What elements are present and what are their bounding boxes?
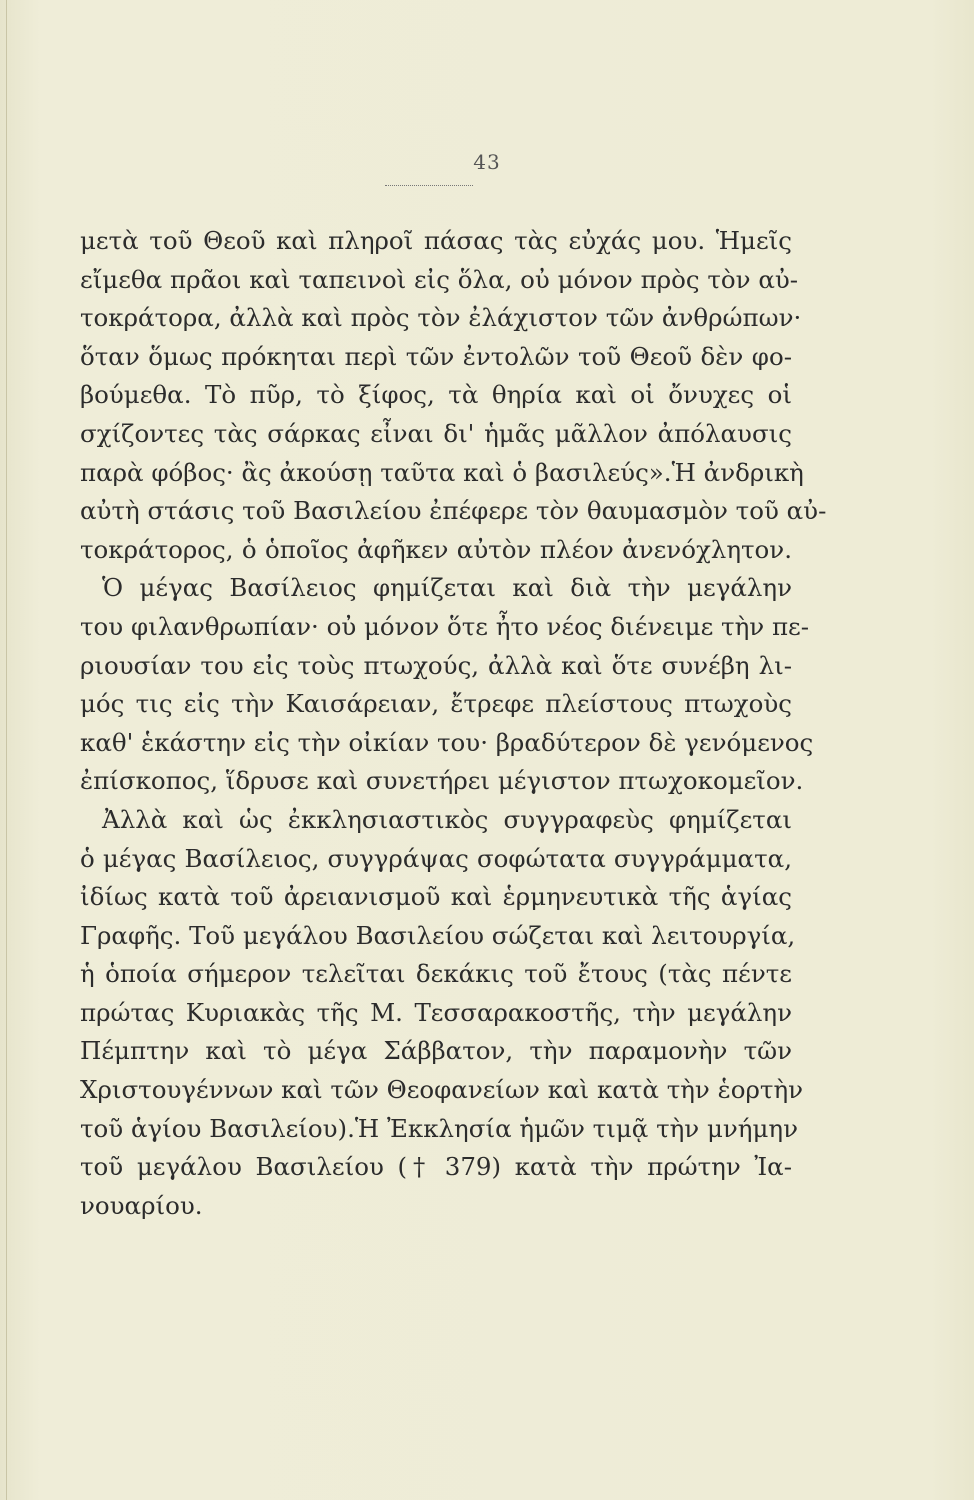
text-line: νουαρίου. — [80, 1190, 203, 1220]
text-line: αὐτὴ στάσις τοῦ Βασιλείου ἐπέφερε τὸν θαυμασμὸν τοῦ αὐ- — [80, 496, 827, 526]
text-line: ὅταν ὅμως πρόκηται περὶ τῶν ἐντολῶν τοῦ Θεοῦ δὲν φο- — [80, 341, 792, 371]
text-line: Πέμπτην καὶ τὸ μέγα Σάββατον, τὴν παραμονὴν τῶν — [80, 1036, 792, 1066]
text-line: του φιλανθρωπίαν· οὐ μόνον ὅτε ἦτο νέος διένειμε τὴν πε- — [80, 611, 810, 641]
text-line: Ὁ μέγας Βασίλειος φημίζεται καὶ διὰ τὴν μεγάλην — [102, 573, 792, 603]
text-line: τοῦ μεγάλου Βασιλείου († 379) κατὰ τὴν πρώτην Ἰα- — [80, 1152, 792, 1182]
text-line: μετὰ τοῦ Θεοῦ καὶ πληροῖ πάσας τὰς εὐχάς μου. Ἡμεῖς — [80, 226, 792, 255]
text-line: Χριστουγέννων καὶ τῶν Θεοφανείων καὶ κατὰ τὴν ἑορτὴν — [80, 1075, 804, 1105]
page-edge-line — [6, 0, 7, 1500]
text-line: Ἀλλὰ καὶ ὡς ἐκκλησιαστικὸς συγγραφεὺς φημίζεται — [102, 804, 792, 834]
page-number: 43 — [473, 150, 501, 174]
text-line: πρώτας Κυριακὰς τῆς Μ. Τεσσαρακοστῆς, τὴν μεγάλην — [80, 997, 792, 1027]
page-number-rule — [385, 185, 473, 186]
text-line: καθ' ἑκάστην εἰς τὴν οἰκίαν του· βραδύτερον δὲ γενόμενος — [80, 727, 814, 757]
text-line: παρὰ φόβος· ἂς ἀκούσῃ ταῦτα καὶ ὁ βασιλεύς».Ἡ ἀνδρικὴ — [80, 457, 804, 487]
text-line: ἐπίσκοπος, ἵδρυσε καὶ συνετήρει μέγιστον πτωχοκομεῖον. — [80, 766, 804, 796]
text-line: ὁ μέγας Βασίλειος, συγγράψας σοφώτατα συγγράμματα, — [80, 843, 792, 873]
text-line: μός τις εἰς τὴν Καισάρειαν, ἔτρεφε πλείστους πτωχοὺς — [80, 689, 792, 719]
text-line: ἡ ὁποία σήμερον τελεῖται δεκάκις τοῦ ἔτους (τὰς πέντε — [80, 959, 792, 989]
text-line: τοῦ ἁγίου Βασιλείου).Ἡ Ἐκκλησία ἡμῶν τιμᾷ τὴν μνήμην — [80, 1113, 798, 1143]
text-line: ἰδίως κατὰ τοῦ ἀρειανισμοῦ καὶ ἑρμηνευτικὰ τῆς ἁγίας — [80, 882, 792, 912]
text-line: βούμεθα. Τὸ πῦρ, τὸ ξίφος, τὰ θηρία καὶ οἱ ὄνυχες οἱ — [80, 380, 792, 410]
text-line: τοκράτορα, ἀλλὰ καὶ πρὸς τὸν ἐλάχιστον τῶν ἀνθρώπων· — [80, 303, 802, 333]
text-line: τοκράτορος, ὁ ὁποῖος ἀφῆκεν αὐτὸν πλέον ἀνενόχλητον. — [80, 534, 792, 564]
text-line: σχίζοντες τὰς σάρκας εἶναι δι' ἡμᾶς μᾶλλον ἀπόλαυσις — [80, 418, 792, 448]
text-line: Γραφῆς. Τοῦ μεγάλου Βασιλείου σώζεται καὶ λειτουργία, — [80, 920, 796, 950]
text-line: ριουσίαν του εἰς τοὺς πτωχούς, ἀλλὰ καὶ ὅτε συνέβη λι- — [80, 650, 792, 680]
body-text — [80, 222, 827, 1225]
text-line: εἴμεθα πρᾶοι καὶ ταπεινοὶ εἰς ὅλα, οὐ μόνον πρὸς τὸν αὐ- — [80, 264, 799, 294]
